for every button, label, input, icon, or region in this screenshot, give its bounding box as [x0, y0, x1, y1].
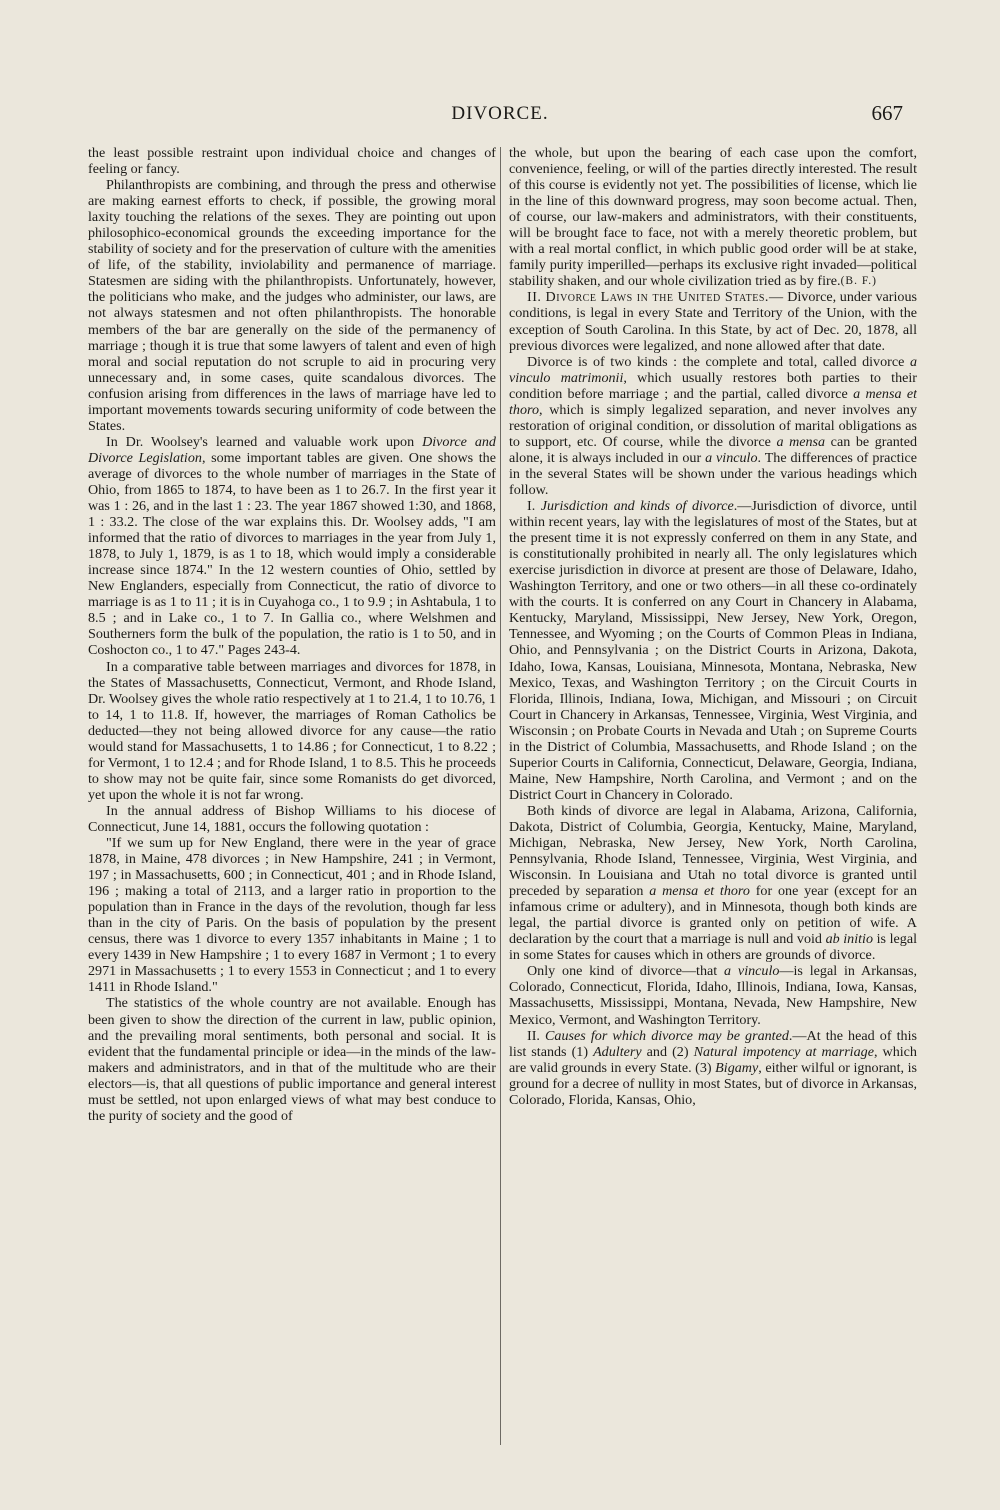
quotation: "If we sum up for New England, there were in the year of grace 1878, in Maine, 478 divorces ; in New Hampshire, 241 ; in Vermont, 197 ; in Massachusetts, 600 ; in Connecticut, 401 ; and in Rhode Island, 196 ; making a total of 2113, and a larger ratio in proportion to the population than in France in the days of the revolution, though far less than in the city of Paris. On the basis of population by the present census, there was 1 divorce to every 1357 inhabitants in Maine ; 1 to every 1439 in New Hampshire ; 1 to every 1687 in Vermont ; 1 to every 2971 in Massachusetts ; 1 to every 1553 in Connecticut ; and 1 to every 1411 in Rhode Island." [88, 835, 496, 996]
page-title: DIVORCE. [451, 103, 549, 124]
text-run: .—At the head of this list stands (1) [509, 1027, 917, 1060]
text-run: , either wilful or ignorant, is ground for a decree of nullity in most States, but of divorce in Arkansas, Colorado, Florida, Kansas, Ohio, [509, 1059, 917, 1108]
section-heading: II. Divorce Laws in the United States.— [527, 289, 784, 306]
paragraph [509, 1028, 917, 1108]
paragraph [509, 963, 917, 1027]
text-run: .—Jurisdiction of divorce, until within recent years, lay with the legislatures of most of the States, but at the present time it is not expressly conferred on them in any State, and is constitutionally prohibited in nearly all. The only legislatures which exercise jurisdiction in divorce at present are those of Delaware, Idaho, Washington Territory, and one or two others—in all these co-ordinately with the courts. It is conferred on any Court in Chancery in Alabama, Kentucky, Maryland, Mississippi, New Jersey, New York, Oregon, Tennessee, and Wyoming ; on the Courts of Common Pleas in Indiana, Ohio, and Pennsylvania ; on the District Courts in Arizona, Dakota, Idaho, Iowa, Kansas, Louisiana, Minnesota, Montana, Nebraska, New Mexico, Texas, and Washington Territory ; on the Circuit Courts in Florida, Illinois, Indiana, Iowa, Michigan, and Missouri ; on Circuit Court in Chancery in Arkansas, Tennessee, Virginia, West Virginia, and Wisconsin ; on Probate Courts in Nevada and Utah ; on Supreme Courts in the District of Columbia, Massachusetts, and Rhode Island ; on the Superior Courts in California, Connecticut, Delaware, Georgia, Indiana, Maine, New Hampshire, North Carolina, and Vermont ; and on the District Court in Chancery in Colorado. [509, 498, 917, 803]
latin-term: a vinculo [705, 449, 758, 466]
italic-term: Adultery [593, 1043, 642, 1060]
text-run: the whole, but upon the bearing of each case upon the comfort, convenience, feeling, or will of the parties directly interested. The result of this course is evidently not yet. The possibilities of license, which lie in the line of this downward progress, may soon become actual. Then, of course, our law-makers and administrators, with their constituents, will be brought face to face, not with a merely theoretic problem, but with a real mortal conflict, in which public good order will be at stake, family purity imperilled—perhaps its exclusive right invaded—political stability shaken, and our whole civilization tried as by fire. [509, 145, 917, 290]
paragraph [509, 498, 917, 803]
text-run: —is legal in Arkansas, Colorado, Connecticut, Florida, Idaho, Illinois, Indiana, Iowa, Kansas, Massachusetts, Mississippi, Montana, Nevada, New Hampshire, New Mexico, Vermont, and Washington Territory. [509, 963, 917, 1028]
running-head [0, 101, 1000, 131]
latin-term: a mensa et thoro [649, 883, 750, 900]
subsection-heading: Jurisdiction and kinds of divorce [540, 498, 734, 515]
latin-term: a mensa [776, 433, 826, 450]
text-run: , which usually restores both parties to their condition before marriage ; and the partial, called divorce [509, 369, 917, 402]
text-run: and (2) [641, 1043, 694, 1060]
book-title: Divorce and Divorce Legislation [88, 433, 496, 466]
text-run: In Dr. Woolsey's learned and valuable work upon [106, 433, 423, 450]
paragraph [88, 434, 496, 659]
column-divider [500, 147, 501, 1445]
text-run: . The differences of practice in the several States will be shown under the various headings which follow. [509, 449, 917, 498]
text-run: I. [527, 498, 541, 515]
text-run: Both kinds of divorce are legal in Alabama, Arizona, California, Dakota, District of Columbia, Georgia, Kentucky, Maine, Maryland, Michigan, Nebraska, New Jersey, New York, North Carolina, Pennsylvania, Rhode Island, Tennessee, Virginia, West Virginia, and Wisconsin. In Louisiana and Utah no total divorce is granted until preceded by separation [509, 802, 917, 900]
latin-term: a mensa et thoro [509, 385, 917, 418]
paragraph: The statistics of the whole country are not available. Enough has been given to show the direction of the current in law, public opinion, and the prevailing moral sentiments, both personal and social. It is evident that the fundamental principle or idea—in the minds of the law-makers and administrators, and in that of the multitude who are their electors—is, that all questions of public importance and general interest must be settled, not upon enlarged views of what may best conduce to the purity of society and the good of [88, 995, 496, 1124]
italic-term: Natural impotency at marriage [693, 1043, 874, 1060]
text-run: Divorce, under various conditions, is legal in every State and Territory of the Union, with the exception of South Carolina. In this State, by act of Dec. 20, 1878, all previous divorces were legalized, and none allowed after that date. [509, 289, 917, 354]
paragraph: In the annual address of Bishop Williams to his diocese of Connecticut, June 14, 1881, occurs the following quotation : [88, 802, 496, 835]
author-signature: (B. F.) [840, 275, 877, 288]
text-run: Divorce is of two kinds : the complete and total, called divorce [527, 353, 910, 370]
text-run: for one year (except for an infamous crime or adultery), and in Minnesota, though both kinds are legal, the partial divorce is granted only on petition of wife. A declaration by the court that a marriage is null and void [509, 883, 917, 948]
latin-term: a vinculo [724, 963, 780, 980]
text-run: , which is simply legalized separation, and never involves any restoration of original condition, or dissolution of marital obligations as to support, etc. Of course, while the divorce [509, 401, 917, 450]
left-column [88, 145, 496, 1445]
paragraph [509, 145, 917, 289]
latin-term: ab initio [825, 931, 874, 948]
paragraph: In a comparative table between marriages and divorces for 1878, in the States of Massachusetts, Connecticut, Vermont, and Rhode Island, Dr. Woolsey gives the whole ratio respectively at 1 to 21.4, 1 to 10.76, 1 to 14, 1 to 11.8. If, however, the marriages of Roman Catholics be deducted—they not being allowed divorce for any cause—the ratio would stand for Massachusetts, 1 to 14.86 ; for Connecticut, 1 to 8.22 ; for Vermont, 1 to 12.4 ; and for Rhode Island, 1 to 8.5. This he proceeds to show may not be quite fair, since some Romanists do get divorced, yet upon the whole it is not far wrong. [88, 658, 496, 803]
text-run: is legal in some States for causes which in others are grounds of divorce. [509, 931, 917, 964]
text-run: , some important tables are given. One shows the average of divorces to the whole number of marriages in the State of Ohio, from 1865 to 1874, to have been as 1 to 26.7. In the first year it was 1 : 26, and in the last 1 : 23. The year 1867 showed 1:30, and 1868, 1 : 33.2. The close of the war explains this. Dr. Woolsey adds, "I am informed that the ratio of divorces to marriages in the year from July 1, 1878, to July 1, 1879, is as 1 to 18, which would imply a considerable increase since 1874." In the 12 western counties of Ohio, settled by New Englanders, especially from Connecticut, the ratio of divorce to marriage is as 1 to 11 ; it is in Cuyahoga co., 1 to 9.9 ; in Ashtabula, 1 to 8.5 ; and in Lake co., 1 to 7. In Gallia co., where Welshmen and Southerners form the bulk of the population, the ratio is 1 to 50, and in Coshocton co., 1 to 47." Pages 243-4. [88, 449, 496, 659]
section-paragraph [509, 289, 917, 353]
right-column [509, 145, 917, 1445]
paragraph [509, 354, 917, 498]
text-run: , which are valid grounds in every State. (3) [509, 1043, 917, 1076]
italic-term: Bigamy [715, 1059, 759, 1076]
latin-term: a vinculo matrimonii [509, 353, 917, 386]
paragraph: Philanthropists are combining, and through the press and otherwise are making earnest efforts to check, if possible, the growing moral laxity touching the relations of the sexes. They are pointing out upon philosophico-economical grounds the exceeding importance for the stability of society and for the preservation of culture with the amenities of life, of the stability, inviolability and permanence of marriage. Statesmen are siding with the philanthropists. Unfortunately, however, the politicians who make, and the judges who administer, our laws, are not always statesmen and not often philanthropists. The honorable members of the bar are generally on the side of the permanency of marriage ; though it is true that some lawyers of talent and even of high moral and social reputation do not scruple to aid in procuring very unnecessary and, in some cases, quite scandalous divorces. The confusion arising from differences in the laws of marriage have led to important movements towards securing uniformity of code between the States. [88, 177, 496, 434]
subsection-heading: Causes for which divorce may be granted [545, 1027, 789, 1044]
text-run: II. [527, 1027, 546, 1044]
paragraph: the least possible restraint upon individual choice and changes of feeling or fancy. [88, 145, 496, 178]
paragraph [509, 803, 917, 963]
text-run: can be granted alone, it is always included in our [509, 433, 917, 466]
text-run: Only one kind of divorce—that [527, 963, 725, 980]
page-number: 667 [871, 101, 903, 125]
